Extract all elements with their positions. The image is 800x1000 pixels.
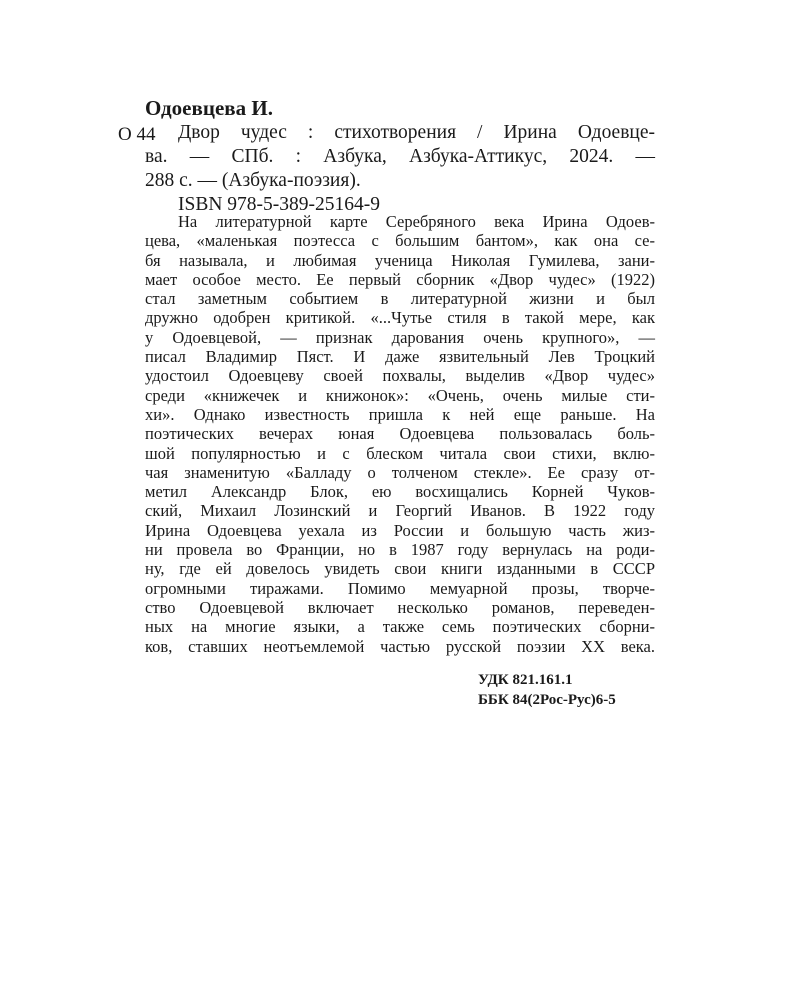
annotation-line: у Одоевцевой, — признак дарования очень крупного», — [145, 327, 655, 347]
bbk-code: ББК 84(2Рос-Рус)6-5 [478, 692, 616, 708]
annotation-line: шой популярностью и с блеском читала свои стихи, вклю- [145, 443, 655, 463]
annotation-line: среди «книжечек и книжонок»: «Очень, очень милые сти- [145, 385, 655, 405]
pages-series-line: 288 с. — (Азбука-поэзия). [145, 170, 361, 191]
annotation-line: ство Одоевцевой включает несколько романов, переведен- [145, 597, 655, 617]
annotation-line: огромными тиражами. Помимо мемуарной прозы, творче- [145, 578, 655, 598]
title-line: Двор чудес : стихотворения / Ирина Одоевце- [178, 122, 655, 143]
bibliographic-record [145, 121, 655, 217]
annotation-line: дружно одобрен критикой. «...Чутье стиля в такой мере, как [145, 308, 655, 328]
annotation-line: поэтических вечерах юная Одоевцева пользовалась боль- [145, 424, 655, 444]
annotation-line: писал Владимир Пяст. И даже язвительный Лев Троцкий [145, 347, 655, 367]
imprint-line: ва. — СПб. : Азбука, Азбука-Аттикус, 2024. — [145, 146, 655, 167]
annotation-line: ных на многие языки, а также семь поэтических сборни- [145, 617, 655, 637]
author-heading: Одоевцева И. [145, 96, 273, 120]
annotation-line: бя называла, и любимая ученица Николая Гумилева, зани- [145, 250, 655, 270]
annotation-line: На литературной карте Серебряного века Ирина Одоев- [178, 212, 655, 231]
annotation-line: метил Александр Блок, ею восхищались Корней Чуков- [145, 482, 655, 502]
catalog-code: О 44 [118, 124, 156, 145]
annotation-line: удостоил Одоевцеву своей похвалы, выделив «Двор чудес» [145, 366, 655, 386]
isbn: ISBN 978-5-389-25164-9 [178, 194, 381, 215]
classification-codes [478, 670, 616, 710]
annotation-line: ни провела во Франции, но в 1987 году вернулась на роди- [145, 540, 655, 560]
annotation [145, 212, 655, 656]
annotation-line: Ирина Одоевцева уехала из России и большую часть жиз- [145, 520, 655, 540]
udk-code: УДК 821.161.1 [478, 672, 573, 688]
annotation-line: стал заметным событием в литературной жизни и был [145, 289, 655, 309]
annotation-line: хи». Однако известность пришла к ней еще раньше. На [145, 404, 655, 424]
annotation-line: ков, ставших неотъемлемой частью русской поэзии XX века. [145, 636, 655, 656]
annotation-line: мает особое место. Ее первый сборник «Двор чудес» (1922) [145, 269, 655, 289]
annotation-line: чая знаменитую «Балладу о толченом стекле». Ее сразу от- [145, 462, 655, 482]
annotation-line: ну, где ей довелось увидеть свои книги изданными в СССР [145, 559, 655, 579]
annotation-line: ский, Михаил Лозинский и Георгий Иванов. В 1922 году [145, 501, 655, 521]
annotation-line: цева, «маленькая поэтесса с большим бантом», как она се- [145, 231, 655, 251]
